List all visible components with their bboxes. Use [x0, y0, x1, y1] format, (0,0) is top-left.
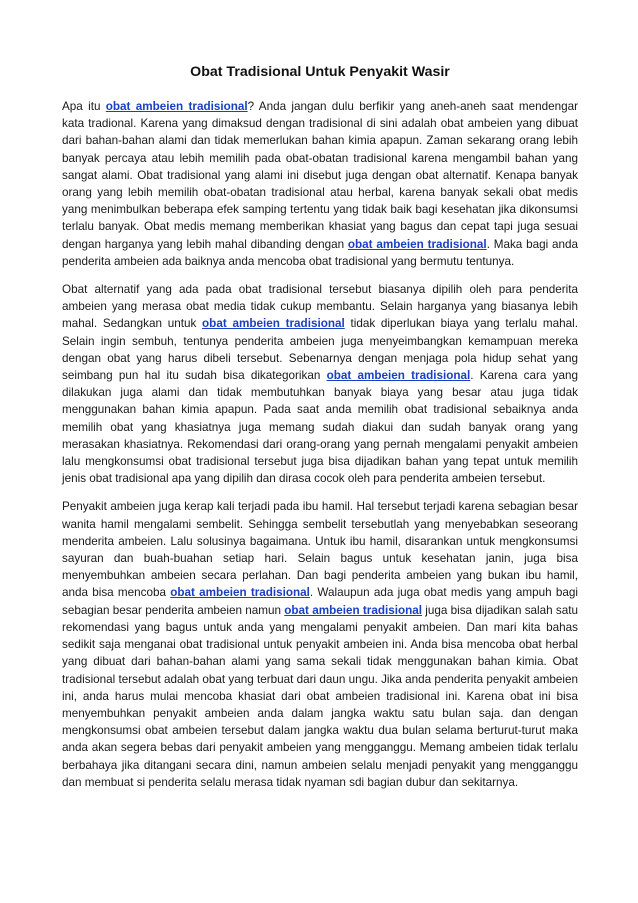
keyword-link[interactable]: obat ambeien tradisional — [347, 237, 487, 251]
keyword-link[interactable]: obat ambeien tradisional — [202, 317, 345, 331]
paragraph-text: Obat alternatif yang ada pada obat tradisional tersebut biasanya dipilih oleh para penderita ambeien yang merasa obat media tidak cukup membantu. Selain harganya yang biasanya lebih mahal. Sedangkan untuk — [62, 283, 578, 331]
document-body — [62, 98, 578, 791]
paragraph-text: tidak diperlukan biaya yang terlalu mahal. Selain ingin sembuh, tentunya penderita ambeien juga menyeimbangkan kemampuan mereka dengan obat yang harus dibeli tersebut. Sebenarnya dengan menjaga pola hidup sehat yang seimbang pun hal itu sudah bisa dikategorikan — [62, 317, 579, 383]
keyword-link[interactable]: obat ambeien tradisional — [326, 369, 471, 383]
keyword-link[interactable]: obat ambeien tradisional — [170, 586, 310, 600]
document-title: Obat Tradisional Untuk Penyakit Wasir — [190, 64, 450, 80]
paragraph-text: Penyakit ambeien juga kerap kali terjadi pada ibu hamil. Hal tersebut terjadi karena sebagian besar wanita hamil mengalami sembelit. Sehingga sembelit tersebutlah yang menyebabkan seseorang menderita ambeien. Lalu solusinya bagaimana. Untuk ibu hamil, disarankan untuk mengkonsumsi sayuran dan buah-buahan setiap hari. Selain bagus untuk kesehatan janin, juga bisa menyembuhkan ambeien secara perlahan. Dan bagi penderita ambeien yang bukan ibu hamil, anda bisa mencoba — [62, 500, 578, 600]
paragraph-text: . Maka bagi anda penderita ambeien ada baiknya anda mencoba obat tradisional yang bermutu tentunya. — [62, 237, 579, 268]
paragraph-text: Apa itu — [62, 100, 106, 113]
paragraph-text: juga bisa dijadikan salah satu rekomendasi yang bagus untuk anda yang mengalami penyakit ambeien. Dan mari kita bahas sedikit saja menganai obat tradisional untuk penyakit ambeien ini. Anda bisa mencoba obat herbal yang dibuat dari bahan-bahan alami yang sama sekali tidak menggunakan bahan kimia. Obat tradisional tersebut adalah obat yang terbuat dari daun ungu. Jika anda penderita penyakit ambeien ini, anda harus mulai mencoba khasiat dari obat ambeien tradisional ini. Karena obat ini bisa menyembuhkan penyakit ambeien anda dalam jangka waktu satu bulan saja. dan dengan mengkonsumsi obat ambeien tersebut dalam jangka waktu dua bulan selama berturut-turut maka anda akan segera bebas dari penyakit ambeien yang mengganggu. Memang ambeien tidak terlalu berbahaya jika ditangani secara dini, namun ambeien selalu menjadi penyakit yang mengganggu dan membuat si penderita selalu merasa tidak nyaman sdi bagian dubur dan sekitarnya. — [62, 603, 578, 789]
keyword-link[interactable]: obat ambeien tradisional — [105, 100, 248, 113]
paragraph — [62, 498, 578, 790]
paragraph-text: ? Anda jangan dulu berfikir yang aneh-aneh saat mendengar kata tradional. Karena yang dimaksud dengan tradisional di sini adalah obat ambeien yang dibuat dari bahan-bahan alami dan tidak memerlukan bahan kimia apapun. Zaman sekarang orang lebih banyak percaya atau lebih memilih pada obat-obatan tradisional karena mengambil bahan yang sangat alami. Obat tradisional yang alami ini disebut juga dengan obat alternatif. Kenapa banyak orang yang lebih memilih obat-obatan tradisional atau herbal, karena banyak sekali obat medis yang menimbulkan beberapa efek samping tertentu yang tidak baik bagi kesehatan jika dikonsumsi terlalu banyak. Obat medis memang memberikan khasiat yang bagus dan cepat tapi juga sesuai dengan harganya yang lebih mahal dibanding dengan — [62, 100, 578, 251]
paragraph-text: . Walaupun ada juga obat medis yang ampuh bagi sebagian besar penderita ambeien namun — [62, 586, 578, 617]
keyword-link[interactable]: obat ambeien tradisional — [284, 603, 422, 617]
paragraph-text: . Karena cara yang dilakukan juga alami dan tidak membutuhkan banyak biaya yang besar atau juga tidak menggunakan bahan kimia apapun. Pada saat anda memilih obat tradisional sebaiknya anda memilih obat yang khasiatnya juga memang sudah diakui dan sudah banyak orang yang merasakan khasiatnya. Rekomendasi dari orang-orang yang pernah mengalami penyakit ambeien lalu mengkonsumsi obat tradisional tersebut juga bisa dijadikan bahan yang tepat untuk memilih jenis obat tradisional apa yang dipilih dan dirasa cocok oleh para penderita ambeien tersebut. — [62, 369, 578, 486]
paragraph — [62, 98, 578, 270]
paragraph — [62, 281, 578, 487]
document-page — [62, 64, 578, 802]
